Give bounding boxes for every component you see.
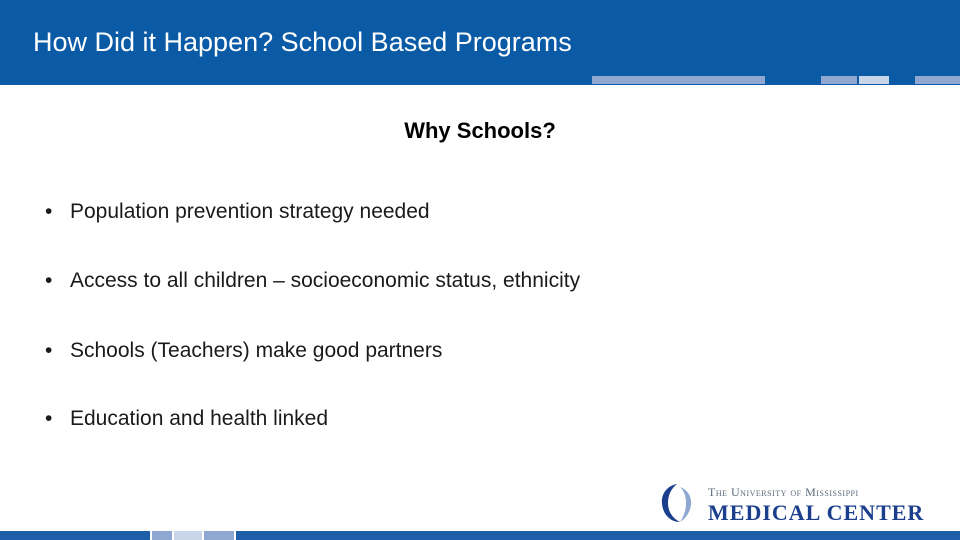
logo-university-text: The University of Mississippi (708, 485, 859, 499)
stripe-segment (859, 76, 889, 84)
bullet-item (45, 339, 442, 363)
stripe-segment (767, 76, 819, 84)
slide-subtitle: Why Schools? (404, 118, 556, 143)
bullet-item (45, 407, 328, 431)
bullet-symbol: • (45, 407, 53, 430)
logo-medical-center-text: MEDICAL CENTER (708, 500, 925, 525)
stripe-segment (0, 76, 590, 84)
stripe-segment (592, 76, 765, 84)
bullet-text: Education and health linked (70, 407, 329, 430)
footer-stripe-segment (236, 531, 960, 540)
bullet-item (45, 200, 430, 224)
umc-swirl-emblem-icon (658, 481, 696, 525)
bullet-text: Population prevention strategy needed (70, 200, 430, 223)
bullet-symbol: • (45, 200, 53, 223)
bullet-symbol: • (45, 269, 53, 292)
footer-stripe-segment (152, 531, 172, 540)
bullet-item (45, 269, 580, 293)
header-bar (0, 0, 960, 85)
stripe-segment (821, 76, 857, 84)
bullet-text: Schools (Teachers) make good partners (70, 339, 443, 362)
bullet-symbol: • (45, 339, 53, 362)
footer-stripe-segment (204, 531, 234, 540)
bullet-text: Access to all children – socioeconomic status, ethnicity (70, 269, 581, 292)
slide-title: How Did it Happen? School Based Programs (33, 27, 572, 57)
umc-logo (658, 481, 925, 525)
stripe-segment (915, 76, 960, 84)
stripe-segment (891, 76, 913, 84)
footer-stripe-segment (174, 531, 202, 540)
footer-stripe-segment (0, 531, 150, 540)
